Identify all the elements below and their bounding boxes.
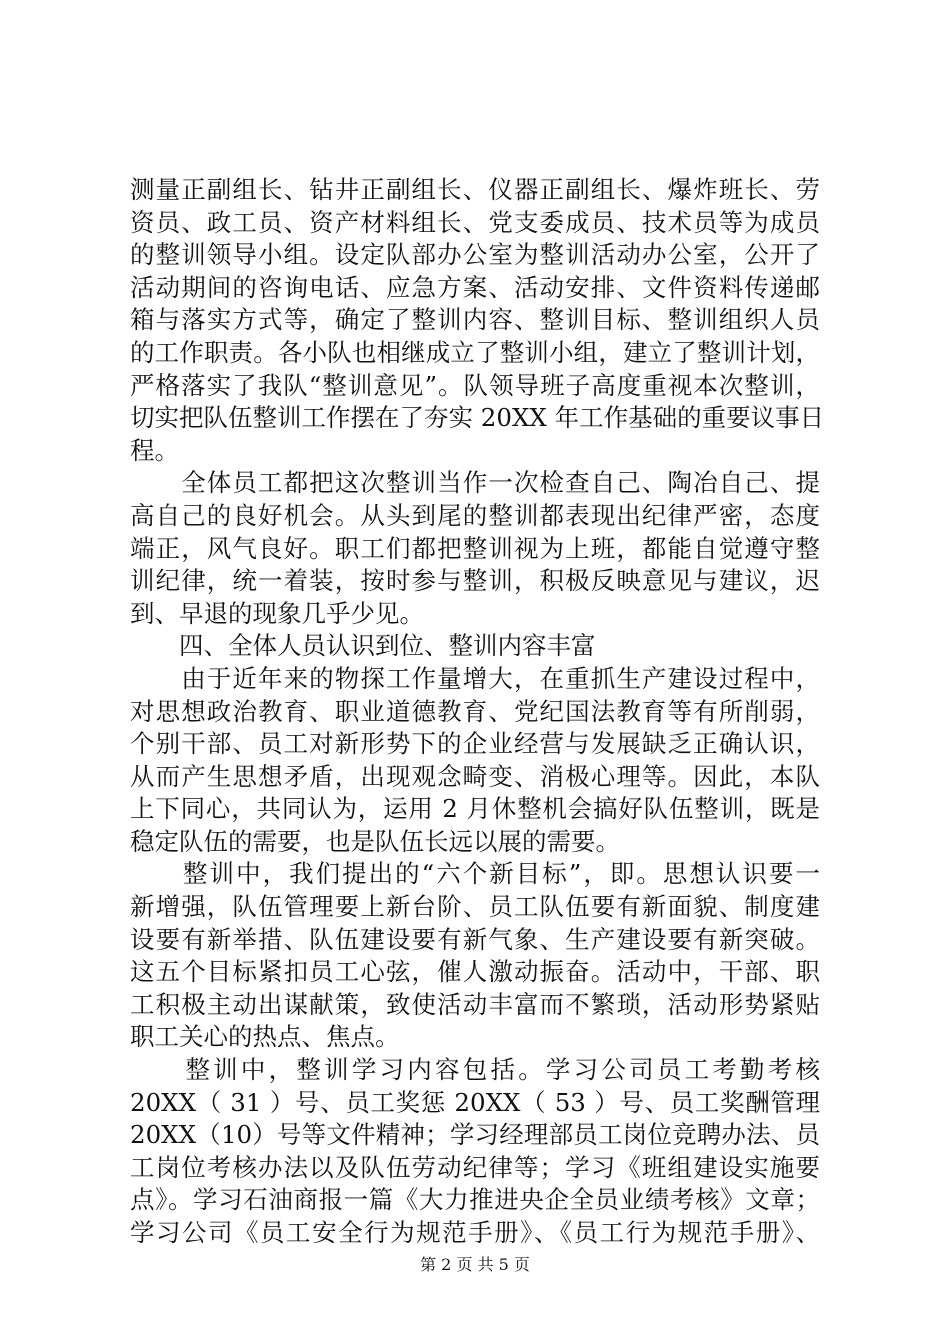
text-line: 切实把队伍整训工作摆在了夯实 20XX 年工作基础的重要议事日 bbox=[130, 403, 825, 433]
text-line: 个别干部、员工对新形势下的企业经营与发展缺乏正确认识， bbox=[130, 729, 820, 759]
text-line: 工积极主动出谋献策，致使活动丰富而不繁琐，活动形势紧贴 bbox=[130, 989, 820, 1019]
text-line: 测量正副组长、钻井正副组长、仪器正副组长、爆炸班长、劳 bbox=[130, 175, 820, 204]
text-line: 整训中，整训学习内容包括。学习公司员工考勤考核 bbox=[130, 1055, 820, 1085]
text-line: 新增强，队伍管理要上新台阶、员工队伍要有新面貌、制度建 bbox=[130, 892, 820, 922]
text-line: 这五个目标紧扣员工心弦，催人激动振奋。活动中，干部、职 bbox=[130, 957, 820, 987]
text-line: 上下同心，共同认为，运用 2 月休整机会搞好队伍整训，既是 bbox=[130, 794, 820, 824]
text-line: 的整训领导小组。设定队部办公室为整训活动办公室，公开了 bbox=[130, 240, 820, 270]
text-line: 到、早退的现象几乎少见。 bbox=[130, 598, 424, 628]
text-line: 学习公司《员工安全行为规范手册》、《员工行为规范手册》、 bbox=[130, 1218, 820, 1247]
text-line: 稳定队伍的需要，也是队伍长远以展的需要。 bbox=[130, 826, 620, 856]
text-line: 整训中，我们提出的“六个新目标”，即。思想认识要一 bbox=[130, 859, 820, 889]
text-line: 由于近年来的物探工作量增大，在重抓生产建设过程中， bbox=[130, 663, 820, 693]
text-line: 从而产生思想矛盾，出现观念畸变、消极心理等。因此，本队 bbox=[130, 761, 820, 791]
text-line: 全体员工都把这次整训当作一次检查自己、陶冶自己、提 bbox=[130, 468, 820, 498]
text-line: 点》。学习石油商报一篇《大力推进央企全员业绩考核》文章； bbox=[130, 1185, 820, 1215]
page-number-footer: 第 2 页 共 5 页 bbox=[420, 1255, 530, 1274]
text-line: 20XX（10）号等文件精神；学习经理部员工岗位竞聘办法、员 bbox=[130, 1120, 820, 1150]
text-line: 严格落实了我队“整训意见”。队领导班子高度重视本次整训， bbox=[130, 370, 820, 400]
text-line: 资员、政工员、资产材料组长、党支委成员、技术员等为成员 bbox=[130, 207, 820, 237]
text-line: 20XX（ 31 ）号、员工奖惩 20XX（ 53 ）号、员工奖酬管理 bbox=[130, 1087, 820, 1117]
text-line: 端正，风气良好。职工们都把整训视为上班，都能自觉遵守整 bbox=[130, 533, 820, 563]
text-line: 箱与落实方式等，确定了整训内容、整训目标、整训组织人员 bbox=[130, 305, 820, 335]
text-line: 程。 bbox=[130, 435, 179, 465]
text-line: 工岗位考核办法以及队伍劳动纪律等；学习《班组建设实施要 bbox=[130, 1152, 820, 1182]
text-line: 活动期间的咨询电话、应急方案、活动安排、文件资料传递邮 bbox=[130, 272, 820, 302]
text-line: 对思想政治教育、职业道德教育、党纪国法教育等有所削弱， bbox=[130, 696, 820, 726]
text-line: 职工关心的热点、焦点。 bbox=[130, 1022, 400, 1052]
text-line: 的工作职责。各小队也相继成立了整训小组，建立了整训计划， bbox=[130, 337, 820, 367]
text-line: 高自己的良好机会。从头到尾的整训都表现出纪律严密，态度 bbox=[130, 500, 820, 530]
section-heading: 四、全体人员认识到位、整训内容丰富 bbox=[130, 631, 596, 661]
document-body bbox=[130, 174, 825, 1250]
text-line: 训纪律，统一着装，按时参与整训，积极反映意见与建议，迟 bbox=[130, 566, 820, 596]
text-line: 设要有新举措、队伍建设要有新气象、生产建设要有新突破。 bbox=[130, 924, 820, 954]
